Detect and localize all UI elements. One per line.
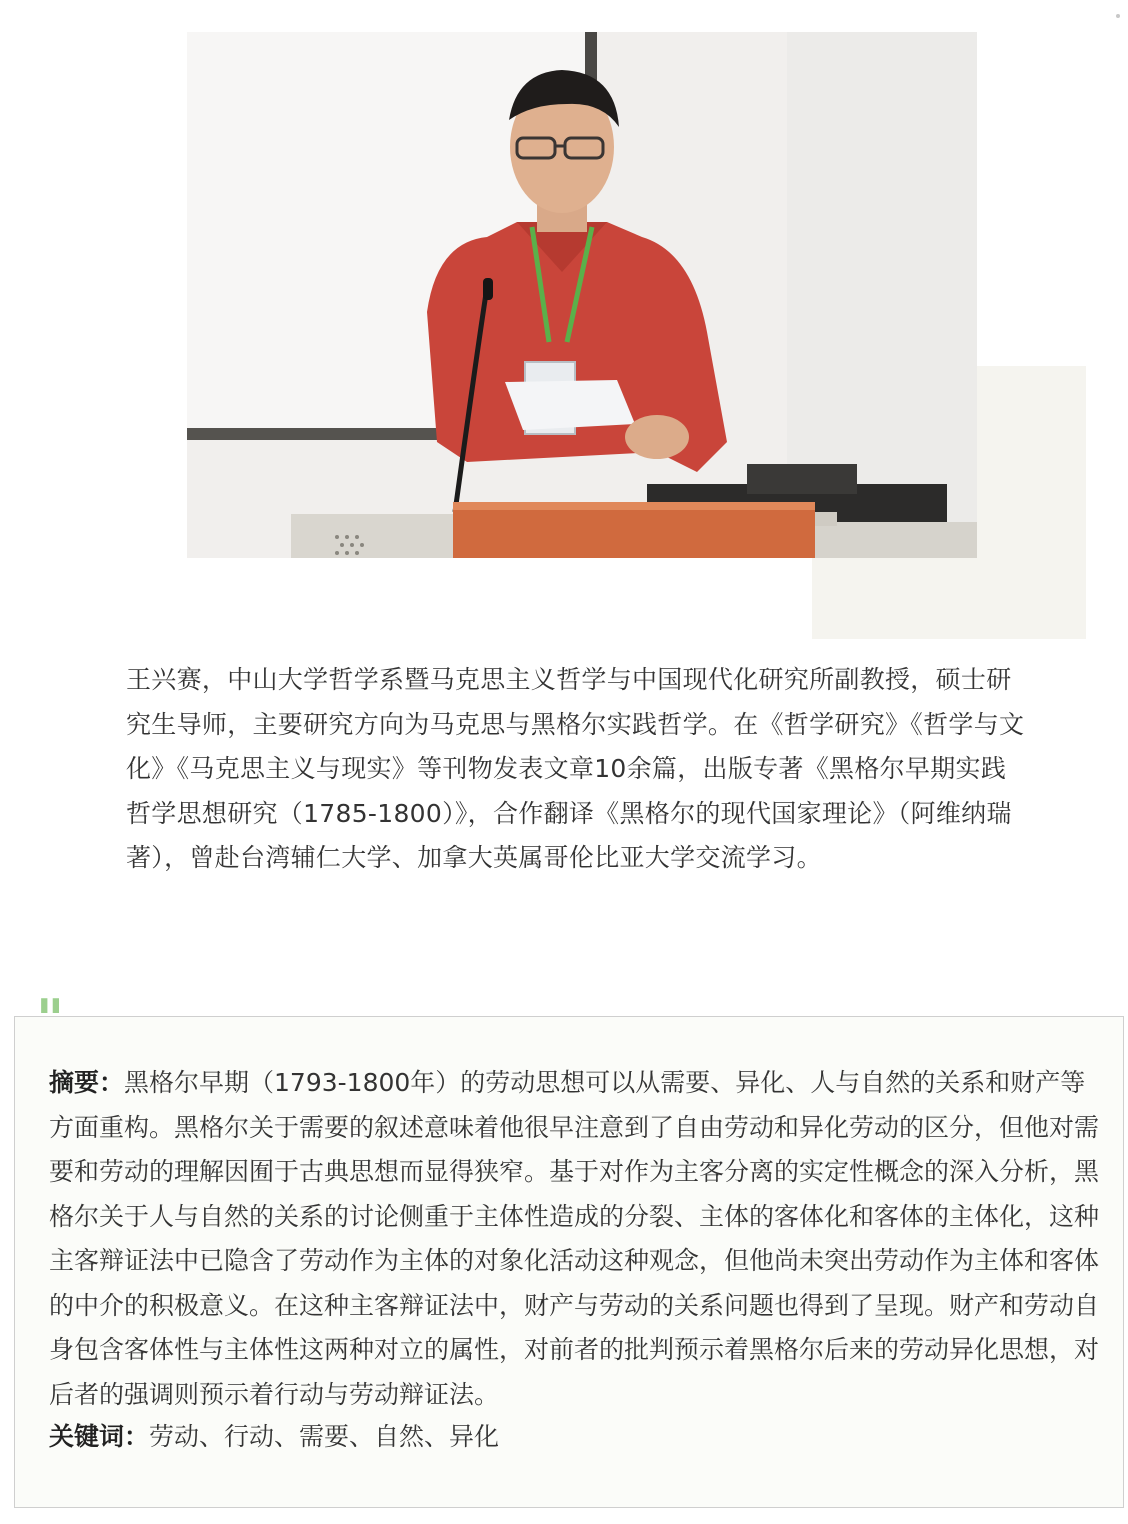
abstract-paragraph (49, 1061, 1105, 1417)
corner-dot (1116, 14, 1120, 18)
speaker-photo (187, 32, 977, 558)
author-bio: 王兴赛，中山大学哲学系暨马克思主义哲学与中国现代化研究所副教授，硕士研究生导师，主要研究方向为马克思与黑格尔实践哲学。在《哲学研究》《哲学与文化》《马克思主义与现实》等刊物发表文章10余篇，出版专著《黑格尔早期实践哲学思想研究（1785-1800）》，合作翻译《黑格尔的现代国家理论》（阿维纳瑞著），曾赴台湾辅仁大学、加拿大英属哥伦比亚大学交流学习。 (126, 665, 1025, 872)
abstract-box (14, 1016, 1124, 1508)
keywords-label: 关键词： (49, 1422, 150, 1451)
keywords-line (49, 1415, 499, 1460)
abstract-label: 摘要： (49, 1068, 125, 1097)
abstract-body: 黑格尔早期（1793-1800年）的劳动思想可以从需要、异化、人与自然的关系和财产等方面重构。黑格尔关于需要的叙述意味着他很早注意到了自由劳动和异化劳动的区分，但他对需要和劳动的理解因囿于古典思想而显得狭窄。基于对作为主客分离的实定性概念的深入分析，黑格尔关于人与自然的关系的讨论侧重于主体性造成的分裂、主体的客体化和客体的主体化，这种主客辩证法中已隐含了劳动作为主体的对象化活动这种观念，但他尚未突出劳动作为主体和客体的中介的积极意义。在这种主客辩证法中，财产与劳动的关系问题也得到了呈现。财产和劳动自身包含客体性与主体性这两种对立的属性，对前者的批判预示着黑格尔后来的劳动异化思想，对后者的强调则预示着行动与劳动辩证法。 (49, 1068, 1100, 1409)
keywords-list: 劳动、行动、需要、自然、异化 (149, 1422, 500, 1451)
